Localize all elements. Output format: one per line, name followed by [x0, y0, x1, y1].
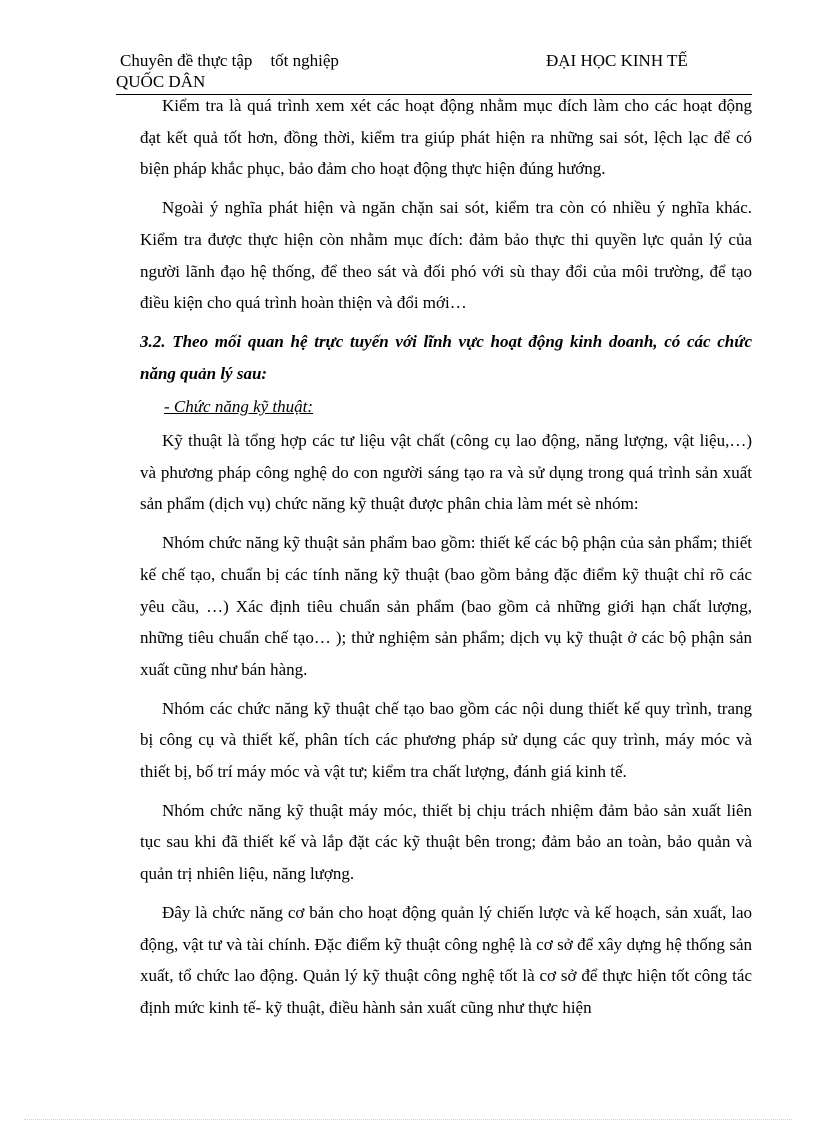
paragraph-5: Nhóm các chức năng kỹ thuật chế tạo bao gồm các nội dung thiết kế quy trình, trang bị công cụ và thiết kế, phân tích các phương pháp sử dụng các quy trình, máy móc và thiết bị, bố trí máy móc và vật tư; kiểm tra chất lượng, đánh giá kinh tế.: [140, 698, 752, 782]
paragraph-1: Kiểm tra là quá trình xem xét các hoạt động nhằm mục đích làm cho các hoạt động đạt kết quả tốt hơn, đồng thời, kiểm tra giúp phát hiện ra những sai sót, lệch lạc để có biện pháp khắc phục, bảo đảm cho hoạt động thực hiện đúng hướng.: [140, 96, 752, 179]
paragraph-6: Nhóm chức năng kỹ thuật máy móc, thiết bị chịu trách nhiệm đảm bảo sản xuất liên tục sau khi đã thiết kế và lắp đặt các kỹ thuật bên trong; đảm bảo an toàn, bảo quản và quản trị nhiên liệu, năng lượng.: [140, 800, 752, 884]
subsection-heading: - Chức năng kỹ thuật:: [164, 397, 314, 417]
paragraph-3: Kỹ thuật là tổng hợp các tư liệu vật chất (công cụ lao động, năng lượng, vật liệu,…) và phương pháp công nghệ do con người sáng tạo ra và sử dụng trong quá trình sản xuất sản phẩm (dịch vụ) chức năng kỹ thuật được phân chia làm mét sè nhóm:: [140, 431, 752, 514]
page-bottom-divider: [24, 1119, 792, 1120]
header-university-line2: QUỐC DÂN: [116, 72, 206, 91]
paragraph-2: Ngoài ý nghĩa phát hiện và ngăn chặn sai sót, kiểm tra còn có nhiều ý nghĩa khác. Kiểm tra được thực hiện còn nhằm mục đích: đảm bảo thực thi quyền lực quản lý của người lãnh đạo hệ thống, để theo sát và đối phó với sù thay đổi của môi trường, để tạo điều kiện cho quá trình hoàn thiện và đổi mới…: [140, 198, 752, 313]
document-body: [140, 90, 752, 1031]
paragraph-4: Nhóm chức năng kỹ thuật sản phẩm bao gồm: thiết kế các bộ phận của sản phẩm; thiết kế chế tạo, chuẩn bị các tính năng kỹ thuật (bao gồm bảng đặc điểm kỹ thuật chỉ rõ các yêu cầu, …) Xác định tiêu chuẩn sản phẩm (bao gồm cả những giới hạn chất lượng, những tiêu chuẩn chế tạo… ); thử nghiệm sản phẩm; dịch vụ kỹ thuật ở các bộ phận sản xuất cũng như bán hàng.: [140, 533, 752, 679]
page-header: [116, 50, 752, 95]
header-title-part2: tốt nghiệp: [270, 51, 339, 70]
paragraph-7: Đây là chức năng cơ bản cho hoạt động quản lý chiến lược và kế hoạch, sản xuất, lao động, vật tư và tài chính. Đặc điểm kỹ thuật công nghệ là cơ sở để xây dựng hệ thống sản xuất, tổ chức lao động. Quản lý kỹ thuật công nghệ tốt là cơ sở để thực hiện tốt công tác định mức kinh tế- kỹ thuật, điều hành sản xuất cũng như thực hiện: [140, 902, 752, 1017]
header-university: ĐẠI HỌC KINH TẾ: [546, 51, 688, 70]
section-heading: 3.2. Theo mối quan hệ trực tuyến với lĩnh vực hoạt động kinh doanh, có các chức năng quản lý sau:: [140, 331, 752, 383]
header-left: [120, 50, 339, 71]
header-title-part1: Chuyên đề thực tập: [120, 51, 253, 70]
